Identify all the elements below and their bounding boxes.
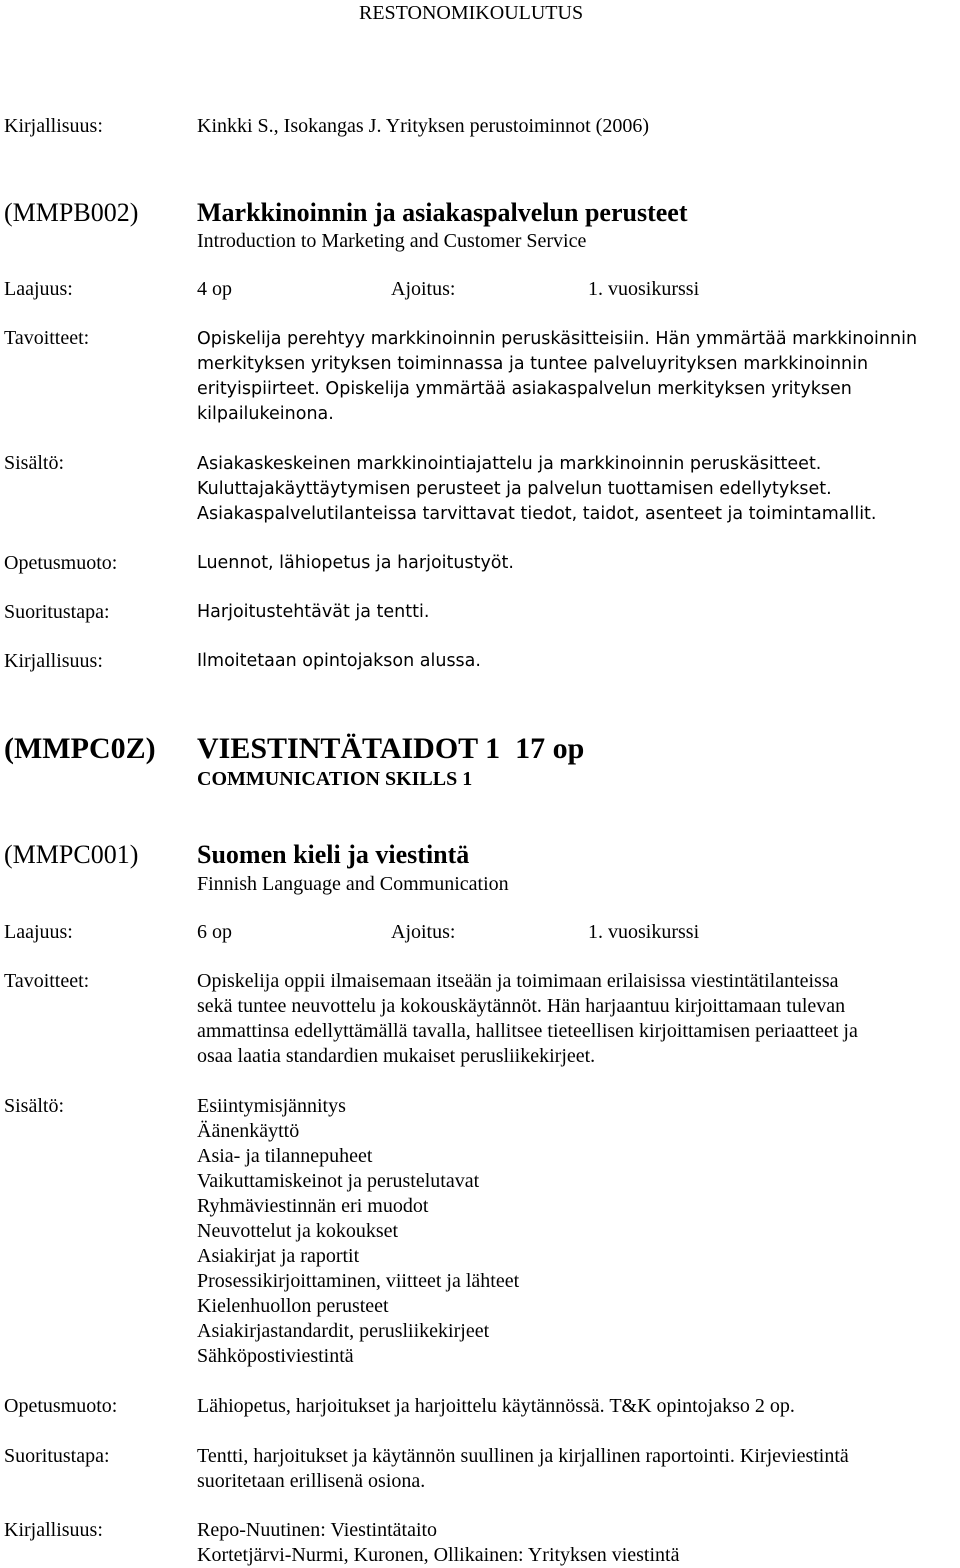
content-text <box>197 452 876 527</box>
course-literature-value: Ilmoitetaan opintojakson alussa. <box>197 651 481 671</box>
content-item: Prosessikirjoittaminen, viitteet ja lähteet <box>197 1270 520 1292</box>
teaching-method-value: Lähiopetus, harjoitukset ja harjoittelu käytännössä. T&K opintojakso 2 op. <box>197 1395 795 1417</box>
objectives-text <box>197 327 917 427</box>
timing-label: Ajoitus: <box>391 921 456 943</box>
teaching-method-label: Opetusmuoto: <box>4 1395 118 1417</box>
objectives-text <box>197 969 858 1069</box>
objectives-line: merkityksen yrityksen toiminnassa ja tuntee palveluyrityksen markkinoinnin <box>197 354 869 374</box>
objectives-line: Opiskelija perehtyy markkinoinnin peruskäsitteisiin. Hän ymmärtää markkinoinnin <box>197 329 918 349</box>
teaching-method-value: Luennot, lähiopetus ja harjoitustyöt. <box>197 553 514 573</box>
teaching-method-label: Opetusmuoto: <box>4 552 118 574</box>
completion-text <box>197 1444 849 1494</box>
content-item: Äänenkäyttö <box>197 1120 300 1142</box>
literature-item: Repo-Nuutinen: Viestintätaito <box>197 1519 438 1541</box>
literature-label: Kirjallisuus: <box>4 115 103 137</box>
objectives-line: ammattinsa edellyttämällä tavalla, hallitsee tieteellisen kirjoittamisen periaatteet ja <box>197 1020 858 1042</box>
content-item: Asia- ja tilannepuheet <box>197 1145 373 1167</box>
course-literature-label: Kirjallisuus: <box>4 650 103 672</box>
timing-value: 1. vuosikurssi <box>588 278 700 300</box>
content-line: Asiakaskeskeinen markkinointiajattelu ja markkinoinnin peruskäsitteet. <box>197 454 822 474</box>
content-list <box>197 1094 519 1369</box>
scope-label: Laajuus: <box>4 278 73 300</box>
completion-line: Tentti, harjoitukset ja käytännön suullinen ja kirjallinen raportointi. Kirjeviestintä <box>197 1445 849 1467</box>
timing-label: Ajoitus: <box>391 278 456 300</box>
objectives-line: osaa laatia standardien mukaiset perusliikekirjeet. <box>197 1045 596 1067</box>
completion-label: Suoritustapa: <box>4 601 110 623</box>
content-item: Asiakirjastandardit, perusliikekirjeet <box>197 1320 490 1342</box>
literature-item: Kortetjärvi-Nurmi, Kuronen, Ollikainen: Yrityksen viestintä <box>197 1544 680 1566</box>
course-subtitle: Introduction to Marketing and Customer Service <box>197 230 587 252</box>
content-item: Vaikuttamiskeinot ja perustelutavat <box>197 1170 480 1192</box>
objectives-label: Tavoitteet: <box>4 970 90 992</box>
objectives-line: sekä tuntee neuvottelu ja kokouskäytännöt. Hän harjaantuu kirjoittamaan tulevan <box>197 995 846 1017</box>
content-item: Esiintymisjännitys <box>197 1095 346 1117</box>
content-label: Sisältö: <box>4 1095 65 1117</box>
course-literature-list <box>197 1518 679 1568</box>
objectives-line: erityispiirteet. Opiskelija ymmärtää asiakaspalvelun merkityksen yrityksen <box>197 379 852 399</box>
course-code: (MMPB002) <box>4 198 139 227</box>
course-title: Suomen kieli ja viestintä <box>197 840 470 869</box>
content-item: Sähköpostiviestintä <box>197 1345 354 1367</box>
module-code: (MMPC0Z) <box>4 732 156 765</box>
content-label: Sisältö: <box>4 452 65 474</box>
completion-value: Harjoitustehtävät ja tentti. <box>197 602 430 622</box>
literature-value: Kinkki S., Isokangas J. Yrityksen perustoiminnot (2006) <box>197 115 650 137</box>
scope-label: Laajuus: <box>4 921 73 943</box>
content-item: Neuvottelut ja kokoukset <box>197 1220 399 1242</box>
module-subtitle: COMMUNICATION SKILLS 1 <box>197 768 473 790</box>
content-item: Asiakirjat ja raportit <box>197 1245 360 1267</box>
completion-label: Suoritustapa: <box>4 1445 110 1467</box>
course-code: (MMPC001) <box>4 840 139 869</box>
module-title: VIESTINTÄTAIDOT 1 17 op <box>197 732 585 765</box>
course-literature-label: Kirjallisuus: <box>4 1519 103 1541</box>
objectives-line: Opiskelija oppii ilmaisemaan itseään ja toimimaan erilaisissa viestintätilanteissa <box>197 970 839 992</box>
timing-value: 1. vuosikurssi <box>588 921 700 943</box>
completion-line: suoritetaan erillisenä osiona. <box>197 1470 426 1492</box>
scope-value: 4 op <box>197 278 232 300</box>
objectives-label: Tavoitteet: <box>4 327 90 349</box>
content-line: Asiakaspalvelutilanteissa tarvittavat tiedot, taidot, asenteet ja toimintamallit. <box>197 504 877 524</box>
page-title: RESTONOMIKOULUTUS <box>359 2 584 24</box>
course-title: Markkinoinnin ja asiakaspalvelun perusteet <box>197 198 688 227</box>
course-subtitle: Finnish Language and Communication <box>197 873 509 895</box>
content-line: Kuluttajakäyttäytymisen perusteet ja palvelun tuottamisen edellytykset. <box>197 479 832 499</box>
objectives-line: kilpailukeinona. <box>197 404 334 424</box>
scope-value: 6 op <box>197 921 232 943</box>
content-item: Kielenhuollon perusteet <box>197 1295 389 1317</box>
content-item: Ryhmäviestinnän eri muodot <box>197 1195 429 1217</box>
